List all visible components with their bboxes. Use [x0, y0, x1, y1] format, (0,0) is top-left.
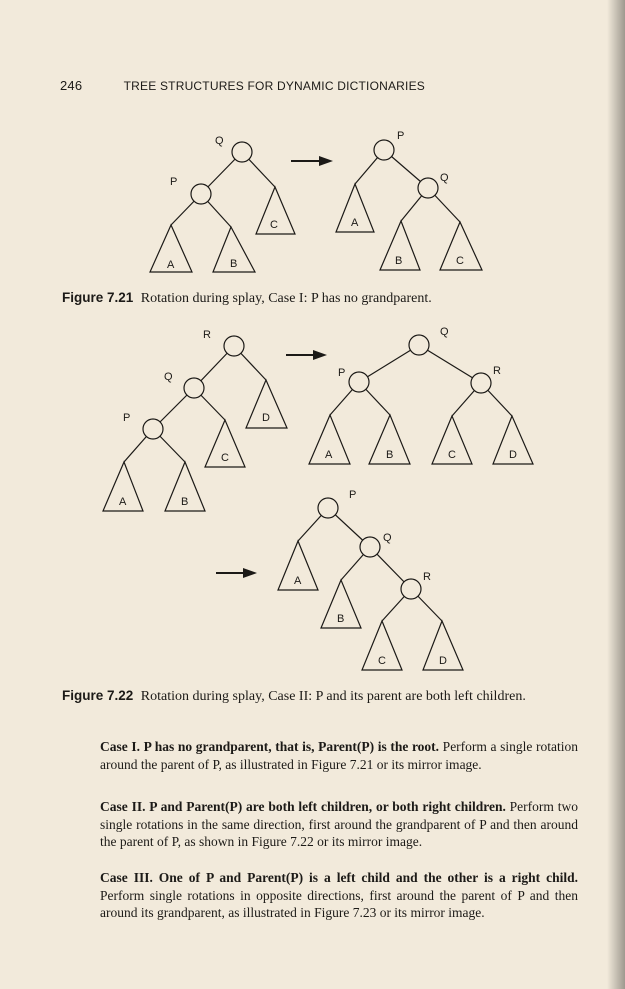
node-label: A	[119, 496, 127, 508]
node-label: C	[378, 655, 386, 667]
node-label: C	[221, 452, 229, 464]
label-a: A	[167, 259, 175, 271]
node-label: Q	[164, 371, 173, 383]
caption-number: Figure 7.21	[62, 290, 134, 305]
case-3: Case III. One of P and Parent(P) is a left child and the other is a right child. Perform single rotations in opposite directions, first around the parent of P and then around its grandparent, as illustrated in Figure 7.23 or its mirror image.	[100, 870, 578, 920]
label-q: Q	[215, 135, 224, 147]
page-number: 246	[60, 78, 83, 93]
label-b-after: B	[395, 255, 403, 267]
arrow-icon	[286, 350, 327, 360]
node-label: D	[439, 655, 447, 667]
node-label: R	[203, 329, 211, 341]
label-q-after: Q	[440, 172, 449, 184]
caption-text: Rotation during splay, Case I: P has no grandparent.	[140, 291, 432, 306]
running-title: TREE STRUCTURES FOR DYNAMIC DICTIONARIES	[123, 79, 425, 93]
case-2: Case II. P and Parent(P) are both left children, or both right children. Perform two single rotations in the same direction, first around the grandparent of P and then around the parent of P, as shown in Figure 7.22 or its mirror image.	[100, 799, 578, 849]
node-label: C	[448, 449, 456, 461]
node-label: Q	[440, 326, 449, 338]
node-label: B	[181, 496, 189, 508]
arrow-icon	[216, 568, 257, 578]
figure-7-22-caption	[62, 687, 562, 705]
label-c-after: C	[456, 255, 464, 267]
node-label: B	[386, 449, 394, 461]
node-label: P	[338, 367, 346, 379]
label-c: C	[270, 219, 278, 231]
node-label: D	[262, 412, 270, 424]
node-label: P	[349, 489, 357, 501]
caption-number: Figure 7.22	[62, 688, 134, 703]
label-p-after: P	[397, 130, 405, 142]
label-b: B	[230, 258, 238, 270]
label-a-after: A	[351, 217, 359, 229]
node-label: A	[325, 449, 333, 461]
label-p: P	[170, 176, 178, 188]
node-label: P	[123, 412, 131, 424]
node-label: Q	[383, 532, 392, 544]
case-1: Case I. P has no grandparent, that is, Parent(P) is the root. Perform a single rotation around the parent of P, as illustrated in Figure 7.21 or its mirror image.	[100, 739, 578, 772]
node-label: R	[423, 571, 431, 583]
node-label: R	[493, 365, 501, 377]
node-label: D	[509, 449, 517, 461]
node-label: A	[294, 575, 302, 587]
node-label: B	[337, 613, 345, 625]
caption-text: Rotation during splay, Case II: P and its parent are both left children.	[140, 689, 526, 704]
